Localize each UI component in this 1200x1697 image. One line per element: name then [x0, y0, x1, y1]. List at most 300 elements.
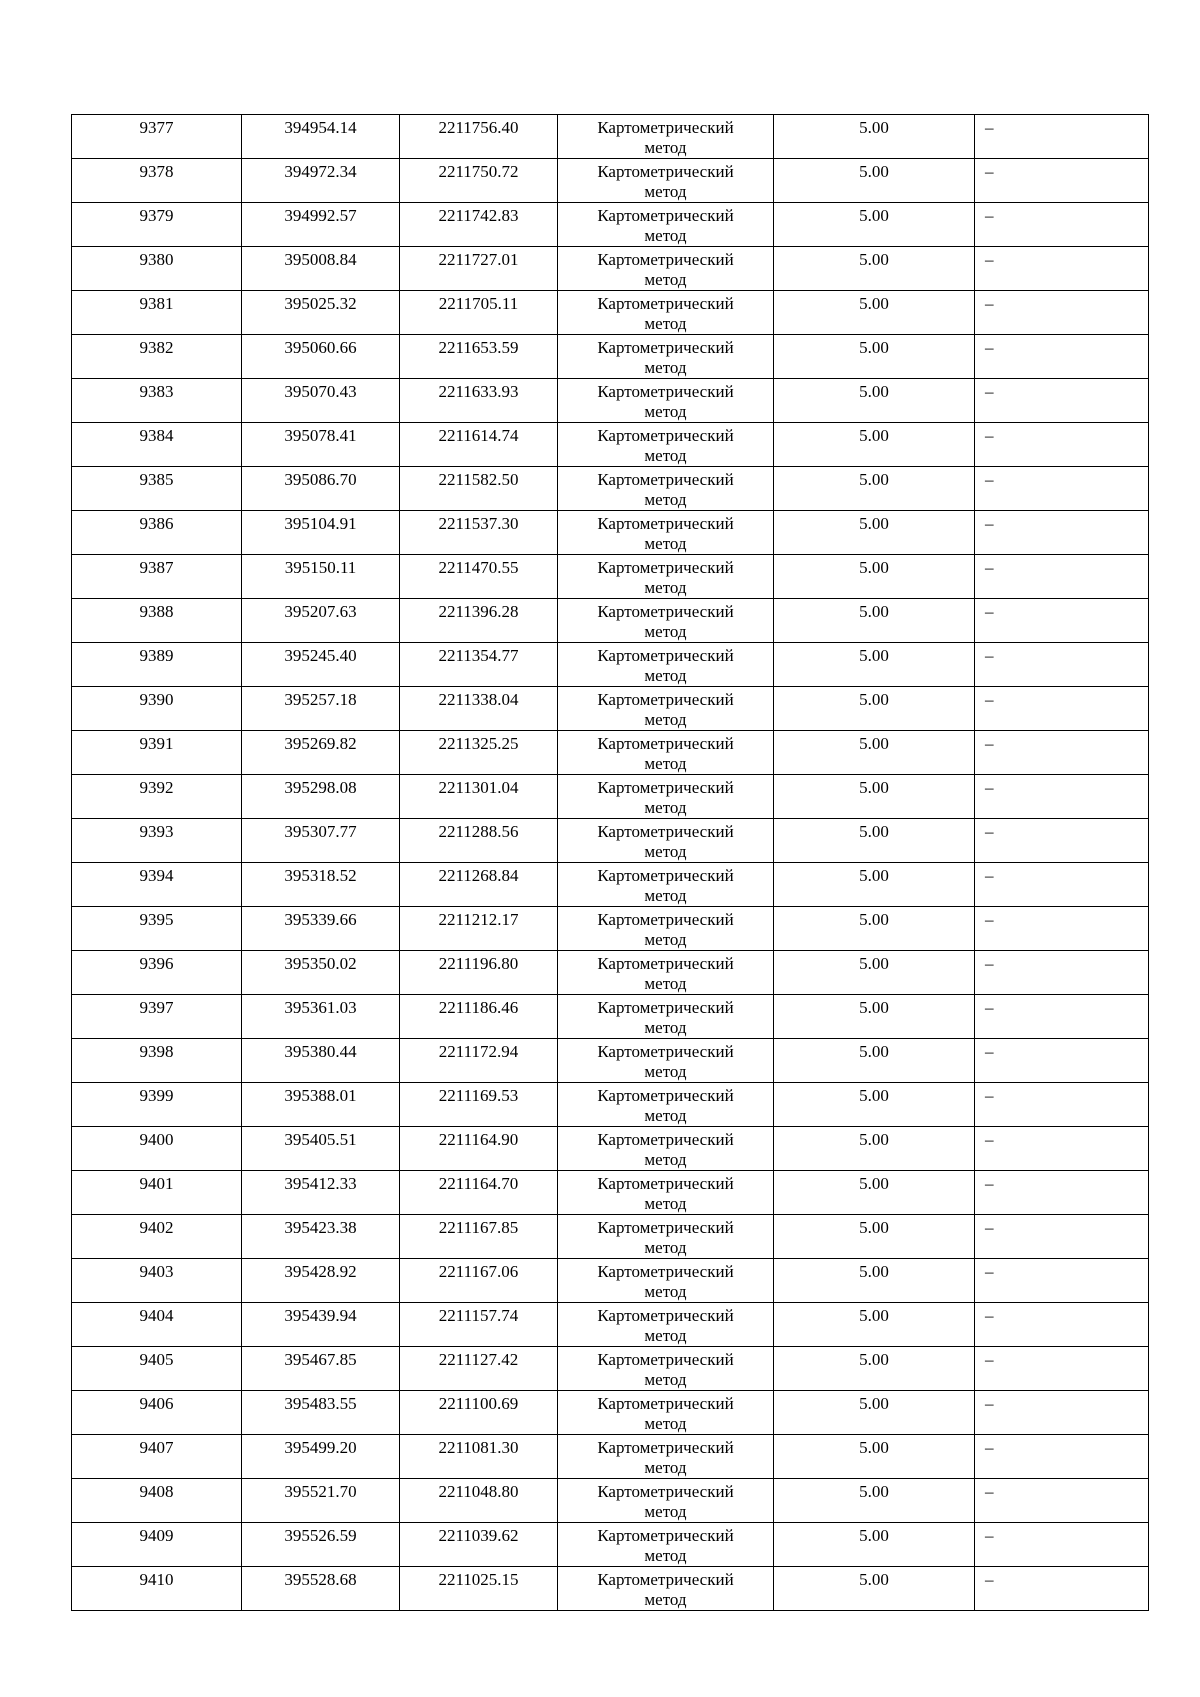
point-number-cell — [72, 467, 242, 511]
table-row — [72, 1391, 1149, 1435]
point-number-cell — [72, 335, 242, 379]
point-number-cell — [72, 1215, 242, 1259]
y-coordinate: 2211167.06 — [438, 1262, 519, 1281]
x-coordinate-cell — [242, 379, 400, 423]
y-coordinate: 2211196.80 — [438, 954, 519, 973]
note-value: – — [985, 954, 994, 973]
point-number: 9377 — [139, 118, 174, 137]
accuracy-cell — [774, 1039, 975, 1083]
note-value: – — [985, 558, 994, 577]
accuracy-value: 5.00 — [859, 910, 889, 929]
x-coordinate: 395388.01 — [284, 1086, 357, 1105]
table-row — [72, 1215, 1149, 1259]
point-number: 9405 — [139, 1350, 174, 1369]
method-cell — [558, 159, 774, 203]
point-number: 9407 — [139, 1438, 174, 1457]
x-coordinate: 395307.77 — [284, 822, 357, 841]
method-line-2: метод — [644, 1194, 687, 1213]
y-coordinate-cell — [400, 379, 558, 423]
note-value: – — [985, 1086, 994, 1105]
note-value: – — [985, 910, 994, 929]
note-value: – — [985, 602, 994, 621]
point-number-cell — [72, 1259, 242, 1303]
accuracy-value: 5.00 — [859, 822, 889, 841]
y-coordinate-cell — [400, 335, 558, 379]
x-coordinate-cell — [242, 1567, 400, 1611]
method-line-1: Картометрический — [597, 866, 734, 885]
y-coordinate: 2211338.04 — [438, 690, 519, 709]
x-coordinate: 395078.41 — [284, 426, 357, 445]
x-coordinate-cell — [242, 555, 400, 599]
y-coordinate-cell — [400, 291, 558, 335]
y-coordinate-cell — [400, 1303, 558, 1347]
y-coordinate-cell — [400, 951, 558, 995]
point-number: 9378 — [139, 162, 174, 181]
y-coordinate: 2211470.55 — [438, 558, 519, 577]
point-number: 9388 — [139, 602, 174, 621]
x-coordinate: 394954.14 — [284, 118, 357, 137]
y-coordinate-cell — [400, 247, 558, 291]
x-coordinate: 395483.55 — [284, 1394, 357, 1413]
point-number: 9385 — [139, 470, 174, 489]
note-cell — [975, 907, 1149, 951]
accuracy-value: 5.00 — [859, 1306, 889, 1325]
y-coordinate: 2211325.25 — [438, 734, 519, 753]
y-coordinate: 2211169.53 — [438, 1086, 519, 1105]
accuracy-value: 5.00 — [859, 118, 889, 137]
point-number: 9402 — [139, 1218, 174, 1237]
accuracy-value: 5.00 — [859, 734, 889, 753]
accuracy-cell — [774, 1083, 975, 1127]
point-number-cell — [72, 1083, 242, 1127]
method-line-2: метод — [644, 1018, 687, 1037]
y-coordinate: 2211212.17 — [438, 910, 519, 929]
x-coordinate: 395412.33 — [284, 1174, 357, 1193]
note-cell — [975, 159, 1149, 203]
table-row — [72, 1303, 1149, 1347]
method-cell — [558, 1259, 774, 1303]
method-line-1: Картометрический — [597, 382, 734, 401]
table-row — [72, 907, 1149, 951]
note-cell — [975, 1171, 1149, 1215]
method-line-2: метод — [644, 226, 687, 245]
x-coordinate: 395526.59 — [284, 1526, 357, 1545]
point-number: 9382 — [139, 338, 174, 357]
method-cell — [558, 1039, 774, 1083]
x-coordinate-cell — [242, 1435, 400, 1479]
x-coordinate: 395025.32 — [284, 294, 357, 313]
method-line-1: Картометрический — [597, 294, 734, 313]
method-cell — [558, 247, 774, 291]
method-line-1: Картометрический — [597, 250, 734, 269]
accuracy-cell — [774, 1127, 975, 1171]
note-value: – — [985, 822, 994, 841]
x-coordinate-cell — [242, 247, 400, 291]
note-value: – — [985, 1526, 994, 1545]
y-coordinate-cell — [400, 819, 558, 863]
point-number-cell — [72, 247, 242, 291]
point-number: 9384 — [139, 426, 174, 445]
point-number: 9401 — [139, 1174, 174, 1193]
y-coordinate: 2211727.01 — [438, 250, 519, 269]
accuracy-cell — [774, 731, 975, 775]
point-number: 9394 — [139, 866, 174, 885]
accuracy-cell — [774, 1435, 975, 1479]
note-cell — [975, 995, 1149, 1039]
point-number: 9380 — [139, 250, 174, 269]
y-coordinate: 2211167.85 — [438, 1218, 519, 1237]
note-cell — [975, 467, 1149, 511]
method-cell — [558, 203, 774, 247]
note-value: – — [985, 646, 994, 665]
y-coordinate: 2211653.59 — [438, 338, 519, 357]
point-number-cell — [72, 555, 242, 599]
method-line-2: метод — [644, 842, 687, 861]
y-coordinate-cell — [400, 423, 558, 467]
method-cell — [558, 1347, 774, 1391]
note-value: – — [985, 118, 994, 137]
note-value: – — [985, 382, 994, 401]
accuracy-value: 5.00 — [859, 1262, 889, 1281]
method-line-2: метод — [644, 270, 687, 289]
x-coordinate-cell — [242, 203, 400, 247]
x-coordinate: 395257.18 — [284, 690, 357, 709]
note-cell — [975, 1303, 1149, 1347]
y-coordinate: 2211742.83 — [438, 206, 519, 225]
method-cell — [558, 819, 774, 863]
method-cell — [558, 1391, 774, 1435]
accuracy-value: 5.00 — [859, 426, 889, 445]
note-value: – — [985, 1218, 994, 1237]
method-line-1: Картометрический — [597, 1130, 734, 1149]
x-coordinate: 395060.66 — [284, 338, 357, 357]
y-coordinate-cell — [400, 115, 558, 159]
point-number-cell — [72, 731, 242, 775]
point-number-cell — [72, 643, 242, 687]
y-coordinate-cell — [400, 203, 558, 247]
table-row — [72, 247, 1149, 291]
method-cell — [558, 775, 774, 819]
note-value: – — [985, 338, 994, 357]
accuracy-cell — [774, 1523, 975, 1567]
accuracy-cell — [774, 819, 975, 863]
note-cell — [975, 1083, 1149, 1127]
y-coordinate-cell — [400, 863, 558, 907]
method-line-2: метод — [644, 1150, 687, 1169]
point-number-cell — [72, 115, 242, 159]
x-coordinate-cell — [242, 643, 400, 687]
method-line-2: метод — [644, 1106, 687, 1125]
y-coordinate: 2211081.30 — [438, 1438, 519, 1457]
point-number-cell — [72, 1171, 242, 1215]
y-coordinate: 2211396.28 — [438, 602, 519, 621]
table-row — [72, 643, 1149, 687]
method-line-1: Картометрический — [597, 1482, 734, 1501]
table-row — [72, 1127, 1149, 1171]
method-cell — [558, 687, 774, 731]
y-coordinate: 2211186.46 — [438, 998, 519, 1017]
method-line-1: Картометрический — [597, 514, 734, 533]
note-cell — [975, 1435, 1149, 1479]
method-cell — [558, 1127, 774, 1171]
accuracy-value: 5.00 — [859, 1042, 889, 1061]
y-coordinate-cell — [400, 1435, 558, 1479]
accuracy-cell — [774, 555, 975, 599]
x-coordinate: 395428.92 — [284, 1262, 357, 1281]
accuracy-cell — [774, 643, 975, 687]
table-row — [72, 159, 1149, 203]
table-body — [72, 115, 1149, 1611]
point-number-cell — [72, 1435, 242, 1479]
table-row — [72, 1479, 1149, 1523]
accuracy-value: 5.00 — [859, 294, 889, 313]
y-coordinate-cell — [400, 1215, 558, 1259]
point-number-cell — [72, 863, 242, 907]
note-cell — [975, 1567, 1149, 1611]
y-coordinate: 2211100.69 — [438, 1394, 519, 1413]
method-cell — [558, 1479, 774, 1523]
point-number-cell — [72, 1039, 242, 1083]
y-coordinate: 2211127.42 — [438, 1350, 519, 1369]
method-line-2: метод — [644, 578, 687, 597]
method-line-2: метод — [644, 182, 687, 201]
method-line-1: Картометрический — [597, 558, 734, 577]
note-cell — [975, 1391, 1149, 1435]
point-number: 9410 — [139, 1570, 174, 1589]
point-number: 9391 — [139, 734, 174, 753]
x-coordinate: 394972.34 — [284, 162, 357, 181]
point-number-cell — [72, 1479, 242, 1523]
accuracy-value: 5.00 — [859, 954, 889, 973]
y-coordinate-cell — [400, 1127, 558, 1171]
method-cell — [558, 863, 774, 907]
method-line-1: Картометрический — [597, 338, 734, 357]
method-cell — [558, 115, 774, 159]
accuracy-value: 5.00 — [859, 338, 889, 357]
point-number-cell — [72, 291, 242, 335]
table-row — [72, 335, 1149, 379]
x-coordinate-cell — [242, 951, 400, 995]
accuracy-cell — [774, 159, 975, 203]
method-cell — [558, 423, 774, 467]
accuracy-cell — [774, 863, 975, 907]
method-line-2: метод — [644, 1458, 687, 1477]
x-coordinate-cell — [242, 907, 400, 951]
y-coordinate-cell — [400, 1347, 558, 1391]
x-coordinate: 395380.44 — [284, 1042, 357, 1061]
method-line-1: Картометрический — [597, 1526, 734, 1545]
method-line-1: Картометрический — [597, 690, 734, 709]
y-coordinate: 2211633.93 — [438, 382, 519, 401]
point-number-cell — [72, 1347, 242, 1391]
y-coordinate-cell — [400, 1039, 558, 1083]
y-coordinate: 2211048.80 — [438, 1482, 519, 1501]
accuracy-value: 5.00 — [859, 1570, 889, 1589]
note-value: – — [985, 690, 994, 709]
accuracy-value: 5.00 — [859, 1526, 889, 1545]
method-cell — [558, 643, 774, 687]
method-cell — [558, 995, 774, 1039]
accuracy-value: 5.00 — [859, 250, 889, 269]
y-coordinate: 2211301.04 — [438, 778, 519, 797]
x-coordinate-cell — [242, 1127, 400, 1171]
x-coordinate: 395499.20 — [284, 1438, 357, 1457]
table-row — [72, 1435, 1149, 1479]
table-row — [72, 1039, 1149, 1083]
point-number-cell — [72, 511, 242, 555]
method-line-2: метод — [644, 490, 687, 509]
point-number: 9396 — [139, 954, 174, 973]
accuracy-cell — [774, 1259, 975, 1303]
method-line-2: метод — [644, 138, 687, 157]
method-cell — [558, 1567, 774, 1611]
x-coordinate: 395350.02 — [284, 954, 357, 973]
note-cell — [975, 423, 1149, 467]
y-coordinate: 2211354.77 — [438, 646, 519, 665]
x-coordinate-cell — [242, 731, 400, 775]
note-cell — [975, 863, 1149, 907]
accuracy-cell — [774, 423, 975, 467]
accuracy-cell — [774, 115, 975, 159]
method-line-2: метод — [644, 622, 687, 641]
x-coordinate-cell — [242, 863, 400, 907]
method-line-1: Картометрический — [597, 1570, 734, 1589]
x-coordinate: 395298.08 — [284, 778, 357, 797]
point-number: 9404 — [139, 1306, 174, 1325]
method-line-2: метод — [644, 974, 687, 993]
method-cell — [558, 291, 774, 335]
x-coordinate: 395467.85 — [284, 1350, 357, 1369]
y-coordinate: 2211705.11 — [438, 294, 519, 313]
method-cell — [558, 1171, 774, 1215]
accuracy-cell — [774, 951, 975, 995]
note-value: – — [985, 778, 994, 797]
y-coordinate: 2211164.90 — [438, 1130, 519, 1149]
method-cell — [558, 599, 774, 643]
method-line-2: метод — [644, 1326, 687, 1345]
x-coordinate: 395521.70 — [284, 1482, 357, 1501]
y-coordinate: 2211750.72 — [438, 162, 519, 181]
method-cell — [558, 1523, 774, 1567]
accuracy-cell — [774, 379, 975, 423]
accuracy-cell — [774, 1347, 975, 1391]
accuracy-value: 5.00 — [859, 1394, 889, 1413]
method-line-2: метод — [644, 930, 687, 949]
y-coordinate-cell — [400, 1567, 558, 1611]
method-cell — [558, 511, 774, 555]
table-row — [72, 555, 1149, 599]
x-coordinate: 395439.94 — [284, 1306, 357, 1325]
accuracy-cell — [774, 247, 975, 291]
method-cell — [558, 1083, 774, 1127]
point-number-cell — [72, 951, 242, 995]
coordinates-table — [71, 114, 1149, 1611]
accuracy-value: 5.00 — [859, 1218, 889, 1237]
point-number-cell — [72, 1567, 242, 1611]
accuracy-value: 5.00 — [859, 778, 889, 797]
accuracy-cell — [774, 687, 975, 731]
note-value: – — [985, 866, 994, 885]
table-row — [72, 1523, 1149, 1567]
accuracy-value: 5.00 — [859, 514, 889, 533]
point-number: 9393 — [139, 822, 174, 841]
note-cell — [975, 1215, 1149, 1259]
y-coordinate: 2211582.50 — [438, 470, 519, 489]
x-coordinate: 395528.68 — [284, 1570, 357, 1589]
method-cell — [558, 1215, 774, 1259]
x-coordinate: 395070.43 — [284, 382, 357, 401]
note-cell — [975, 599, 1149, 643]
x-coordinate-cell — [242, 1303, 400, 1347]
note-value: – — [985, 998, 994, 1017]
y-coordinate: 2211039.62 — [438, 1526, 519, 1545]
table-row — [72, 423, 1149, 467]
note-value: – — [985, 294, 994, 313]
method-line-2: метод — [644, 446, 687, 465]
table-row — [72, 951, 1149, 995]
x-coordinate-cell — [242, 1259, 400, 1303]
x-coordinate-cell — [242, 1039, 400, 1083]
method-line-1: Картометрический — [597, 1174, 734, 1193]
method-line-1: Картометрический — [597, 470, 734, 489]
note-value: – — [985, 1306, 994, 1325]
point-number: 9399 — [139, 1086, 174, 1105]
method-line-2: метод — [644, 666, 687, 685]
y-coordinate-cell — [400, 1259, 558, 1303]
x-coordinate-cell — [242, 115, 400, 159]
accuracy-cell — [774, 467, 975, 511]
y-coordinate-cell — [400, 511, 558, 555]
note-cell — [975, 1479, 1149, 1523]
y-coordinate-cell — [400, 159, 558, 203]
x-coordinate-cell — [242, 291, 400, 335]
x-coordinate-cell — [242, 335, 400, 379]
accuracy-value: 5.00 — [859, 558, 889, 577]
x-coordinate: 395269.82 — [284, 734, 357, 753]
accuracy-value: 5.00 — [859, 382, 889, 401]
table-row — [72, 467, 1149, 511]
x-coordinate: 395405.51 — [284, 1130, 357, 1149]
note-value: – — [985, 470, 994, 489]
point-number: 9379 — [139, 206, 174, 225]
point-number: 9395 — [139, 910, 174, 929]
table-row — [72, 1171, 1149, 1215]
y-coordinate: 2211537.30 — [438, 514, 519, 533]
x-coordinate-cell — [242, 1523, 400, 1567]
method-line-1: Картометрический — [597, 646, 734, 665]
method-line-1: Картометрический — [597, 118, 734, 137]
table-row — [72, 511, 1149, 555]
y-coordinate: 2211172.94 — [438, 1042, 519, 1061]
table-row — [72, 731, 1149, 775]
note-cell — [975, 731, 1149, 775]
point-number: 9400 — [139, 1130, 174, 1149]
note-cell — [975, 203, 1149, 247]
x-coordinate-cell — [242, 467, 400, 511]
y-coordinate-cell — [400, 467, 558, 511]
method-cell — [558, 467, 774, 511]
method-line-1: Картометрический — [597, 734, 734, 753]
x-coordinate-cell — [242, 1171, 400, 1215]
method-line-1: Картометрический — [597, 998, 734, 1017]
table-row — [72, 203, 1149, 247]
method-line-2: метод — [644, 1546, 687, 1565]
x-coordinate-cell — [242, 995, 400, 1039]
y-coordinate: 2211756.40 — [438, 118, 519, 137]
y-coordinate-cell — [400, 599, 558, 643]
point-number: 9409 — [139, 1526, 174, 1545]
y-coordinate-cell — [400, 731, 558, 775]
